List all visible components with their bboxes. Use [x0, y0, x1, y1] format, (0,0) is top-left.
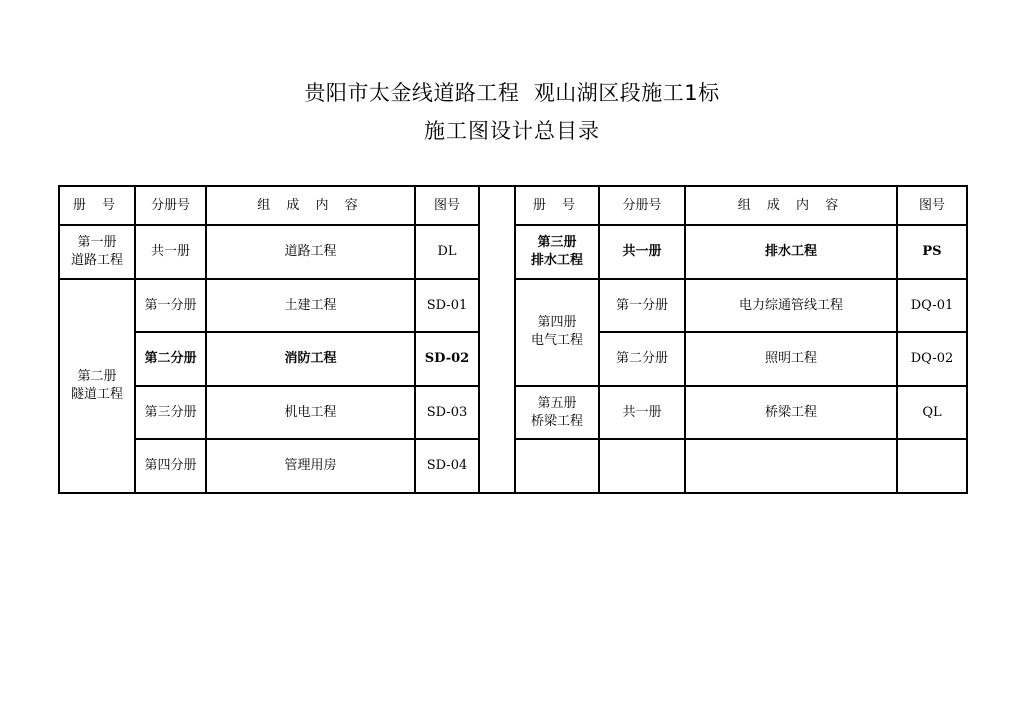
- content-cell: 排水工程: [685, 225, 897, 279]
- volume-cell-3: [515, 225, 599, 279]
- drawing-code-cell: SD-03: [415, 386, 479, 440]
- volume-cell-4: [515, 279, 599, 386]
- subvolume-cell: 第一分册: [599, 279, 685, 333]
- subvolume-cell: 第二分册: [599, 332, 685, 386]
- subvolume-cell: 第四分册: [135, 439, 206, 493]
- empty-cell: [685, 439, 897, 493]
- header-content-right: 组 成 内 容: [685, 186, 897, 225]
- drawing-code-cell: DQ-02: [897, 332, 967, 386]
- drawing-code-cell: DQ-01: [897, 279, 967, 333]
- header-drawing-no-left: 图号: [415, 186, 479, 225]
- content-cell: 土建工程: [206, 279, 415, 333]
- content-cell: 机电工程: [206, 386, 415, 440]
- volume-cell-2: [59, 279, 135, 493]
- empty-cell: [515, 439, 599, 493]
- header-volume-left: 册 号: [59, 186, 135, 225]
- drawing-code-cell: DL: [415, 225, 479, 279]
- drawing-index-table: [58, 185, 968, 494]
- header-subvolume-left: 分册号: [135, 186, 206, 225]
- drawing-code-cell: SD-02: [415, 332, 479, 386]
- subvolume-cell: 共一册: [599, 386, 685, 440]
- volume-1-name: 道路工程: [70, 253, 123, 269]
- column-gap: [479, 186, 515, 493]
- drawing-code-cell: QL: [897, 386, 967, 440]
- volume-2-name: 隧道工程: [70, 386, 123, 402]
- content-cell: 管理用房: [206, 439, 415, 493]
- volume-3-name: 排水工程: [530, 253, 583, 269]
- volume-2-number: 第二册: [77, 368, 117, 384]
- subvolume-cell: 第三分册: [135, 386, 206, 440]
- volume-3-number: 第三册: [537, 235, 577, 251]
- document-subtitle: 施工图设计总目录: [424, 119, 600, 143]
- volume-cell-5: [515, 386, 599, 440]
- drawing-code-cell: PS: [897, 225, 967, 279]
- empty-cell: [897, 439, 967, 493]
- content-cell: 照明工程: [685, 332, 897, 386]
- content-cell: 消防工程: [206, 332, 415, 386]
- subvolume-cell: 第二分册: [135, 332, 206, 386]
- drawing-code-cell: SD-04: [415, 439, 479, 493]
- header-volume-right: 册 号: [515, 186, 599, 225]
- table-header-row: [59, 186, 967, 225]
- header-subvolume-right: 分册号: [599, 186, 685, 225]
- content-cell: 道路工程: [206, 225, 415, 279]
- subvolume-cell: 共一册: [599, 225, 685, 279]
- volume-1-number: 第一册: [77, 235, 117, 251]
- volume-4-number: 第四册: [537, 315, 577, 331]
- document-title: 贵阳市太金线道路工程 观山湖区段施工1标: [304, 81, 720, 105]
- content-cell: 桥梁工程: [685, 386, 897, 440]
- header-content-left: 组 成 内 容: [206, 186, 415, 225]
- volume-5-name: 桥梁工程: [530, 413, 583, 429]
- content-cell: 电力综通管线工程: [685, 279, 897, 333]
- drawing-code-cell: SD-01: [415, 279, 479, 333]
- subvolume-cell: 第一分册: [135, 279, 206, 333]
- volume-4-name: 电气工程: [530, 333, 583, 349]
- empty-cell: [599, 439, 685, 493]
- subvolume-cell: 共一册: [135, 225, 206, 279]
- header-drawing-no-right: 图号: [897, 186, 967, 225]
- volume-5-number: 第五册: [537, 395, 577, 411]
- volume-cell-1: [59, 225, 135, 279]
